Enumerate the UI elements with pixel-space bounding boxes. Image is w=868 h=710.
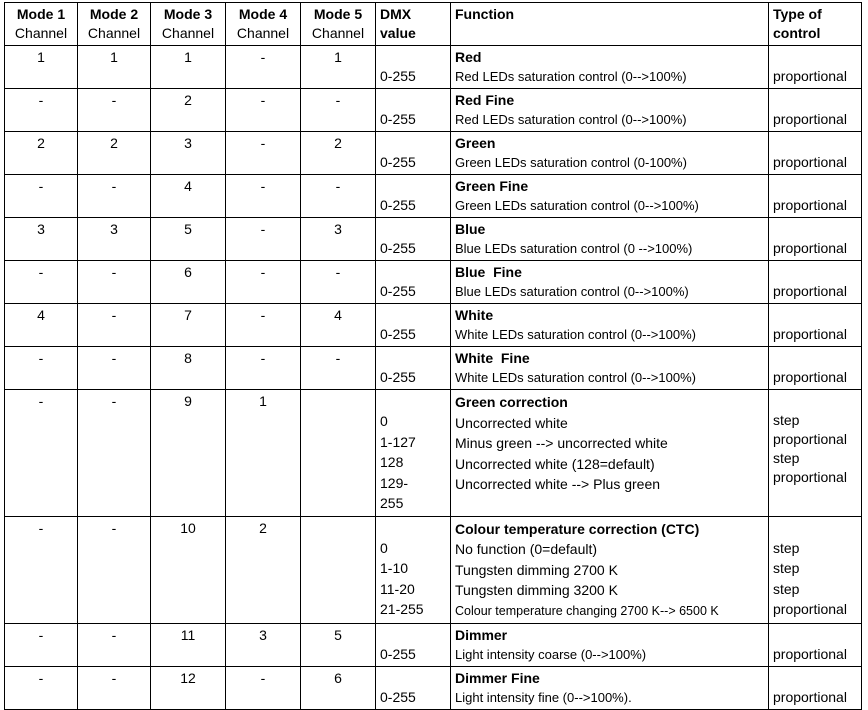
mode3-cell: 11 <box>151 624 226 667</box>
mode1-cell: 3 <box>5 218 78 261</box>
mode4-cell: 1 <box>226 390 301 517</box>
type-cell: proportional <box>769 175 862 218</box>
function-cell: Green correction Uncorrected white Minus green --> uncorrected white Uncorrected white (128=default) Uncorrected white --> Plus green <box>451 390 769 517</box>
header-type-of-control: Type of control <box>769 3 862 46</box>
mode3-cell: 2 <box>151 89 226 132</box>
table-row <box>5 89 862 132</box>
mode4-cell: 3 <box>226 624 301 667</box>
header-mode5: Mode 5 Channel <box>301 3 376 46</box>
mode4-cell: - <box>226 175 301 218</box>
dmx-value-cell: 0 1-10 11-20 21-255 <box>376 516 451 624</box>
header-mode4: Mode 4 Channel <box>226 3 301 46</box>
mode3-cell: 5 <box>151 218 226 261</box>
function-cell: Colour temperature correction (CTC) No function (0=default) Tungsten dimming 2700 K Tungsten dimming 3200 K Colour temperature changing 2700 K--> 6500 K <box>451 516 769 624</box>
dmx-channel-table <box>4 2 862 710</box>
mode1-cell: 2 <box>5 132 78 175</box>
mode2-cell: - <box>78 175 151 218</box>
mode5-cell: 1 <box>301 46 376 89</box>
mode2-cell: - <box>78 516 151 624</box>
function-cell: Dimmer Fine Light intensity fine (0-->100%). <box>451 667 769 710</box>
function-cell: Blue Blue LEDs saturation control (0 -->100%) <box>451 218 769 261</box>
mode1-cell: - <box>5 624 78 667</box>
type-cell: proportional <box>769 218 862 261</box>
table-row <box>5 218 862 261</box>
mode3-cell: 12 <box>151 667 226 710</box>
mode2-cell: - <box>78 390 151 517</box>
table-row <box>5 624 862 667</box>
header-mode3: Mode 3 Channel <box>151 3 226 46</box>
mode1-cell: - <box>5 390 78 517</box>
type-cell: proportional <box>769 132 862 175</box>
mode5-cell: - <box>301 175 376 218</box>
table-row <box>5 261 862 304</box>
header-row <box>5 3 862 46</box>
dmx-value-cell: 0-255 <box>376 347 451 390</box>
mode5-cell: - <box>301 347 376 390</box>
mode2-cell: - <box>78 89 151 132</box>
dmx-value-cell: 0-255 <box>376 89 451 132</box>
dmx-value-cell: 0-255 <box>376 624 451 667</box>
header-dmx-value: DMX value <box>376 3 451 46</box>
mode1-cell: 1 <box>5 46 78 89</box>
mode2-cell: - <box>78 347 151 390</box>
mode5-cell: 2 <box>301 132 376 175</box>
mode2-cell: - <box>78 304 151 347</box>
dmx-value-cell: 0-255 <box>376 261 451 304</box>
mode2-cell: 1 <box>78 46 151 89</box>
mode5-cell: 5 <box>301 624 376 667</box>
dmx-value-cell: 0-255 <box>376 175 451 218</box>
function-cell: White White LEDs saturation control (0-->100%) <box>451 304 769 347</box>
mode1-cell: - <box>5 516 78 624</box>
function-cell: Green Fine Green LEDs saturation control (0-->100%) <box>451 175 769 218</box>
mode4-cell: - <box>226 304 301 347</box>
function-cell: Red Red LEDs saturation control (0-->100%) <box>451 46 769 89</box>
type-cell: proportional <box>769 89 862 132</box>
table-row <box>5 132 862 175</box>
function-cell: Green Green LEDs saturation control (0-100%) <box>451 132 769 175</box>
function-cell: Dimmer Light intensity coarse (0-->100%) <box>451 624 769 667</box>
header-mode2: Mode 2 Channel <box>78 3 151 46</box>
dmx-value-cell: 0 1-127 128 129- 255 <box>376 390 451 517</box>
type-cell: proportional <box>769 624 862 667</box>
mode1-cell: - <box>5 261 78 304</box>
mode4-cell: - <box>226 261 301 304</box>
dmx-value-cell: 0-255 <box>376 304 451 347</box>
header-function: Function <box>451 3 769 46</box>
mode3-cell: 7 <box>151 304 226 347</box>
mode1-cell: - <box>5 175 78 218</box>
mode3-cell: 9 <box>151 390 226 517</box>
type-cell: proportional <box>769 46 862 89</box>
function-cell: White Fine White LEDs saturation control (0-->100%) <box>451 347 769 390</box>
mode1-cell: - <box>5 89 78 132</box>
table-row <box>5 667 862 710</box>
mode3-cell: 10 <box>151 516 226 624</box>
mode2-cell: - <box>78 667 151 710</box>
dmx-value-cell: 0-255 <box>376 667 451 710</box>
mode4-cell: - <box>226 132 301 175</box>
mode1-cell: 4 <box>5 304 78 347</box>
mode2-cell: - <box>78 624 151 667</box>
mode1-cell: - <box>5 667 78 710</box>
mode2-cell: - <box>78 261 151 304</box>
dmx-value-cell: 0-255 <box>376 218 451 261</box>
table-row <box>5 175 862 218</box>
mode3-cell: 6 <box>151 261 226 304</box>
mode4-cell: - <box>226 347 301 390</box>
header-mode1: Mode 1 Channel <box>5 3 78 46</box>
function-cell: Blue Fine Blue LEDs saturation control (0-->100%) <box>451 261 769 304</box>
type-cell: proportional <box>769 261 862 304</box>
table-row <box>5 347 862 390</box>
mode4-cell: - <box>226 218 301 261</box>
dmx-value-cell: 0-255 <box>376 46 451 89</box>
table-row <box>5 46 862 89</box>
mode5-cell: 4 <box>301 304 376 347</box>
mode4-cell: - <box>226 667 301 710</box>
type-cell: proportional <box>769 304 862 347</box>
table-row-green-correction <box>5 390 862 517</box>
type-cell: step proportional step proportional <box>769 390 862 517</box>
mode3-cell: 3 <box>151 132 226 175</box>
mode4-cell: 2 <box>226 516 301 624</box>
mode4-cell: - <box>226 89 301 132</box>
mode1-cell: - <box>5 347 78 390</box>
type-cell: proportional <box>769 347 862 390</box>
mode2-cell: 2 <box>78 132 151 175</box>
type-cell: proportional <box>769 667 862 710</box>
table-row-ctc <box>5 516 862 624</box>
mode2-cell: 3 <box>78 218 151 261</box>
mode3-cell: 8 <box>151 347 226 390</box>
mode5-cell: 6 <box>301 667 376 710</box>
mode3-cell: 4 <box>151 175 226 218</box>
type-cell: step step step proportional <box>769 516 862 624</box>
mode5-cell <box>301 516 376 624</box>
mode5-cell: - <box>301 261 376 304</box>
mode4-cell: - <box>226 46 301 89</box>
dmx-value-cell: 0-255 <box>376 132 451 175</box>
function-cell: Red Fine Red LEDs saturation control (0-->100%) <box>451 89 769 132</box>
mode3-cell: 1 <box>151 46 226 89</box>
mode5-cell: 3 <box>301 218 376 261</box>
table-row <box>5 304 862 347</box>
mode5-cell <box>301 390 376 517</box>
mode5-cell: - <box>301 89 376 132</box>
